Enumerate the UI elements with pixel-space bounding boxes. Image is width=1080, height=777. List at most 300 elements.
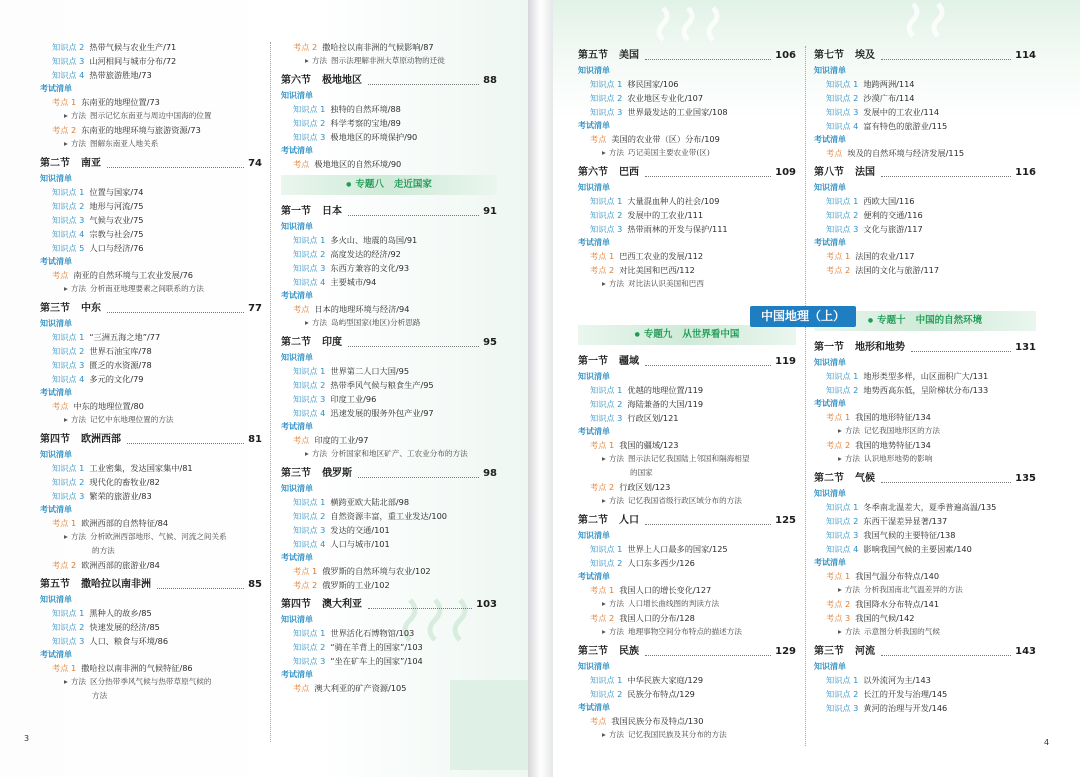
list-heading: 考试清单 — [281, 146, 313, 155]
point-label: 考点 1 — [590, 251, 615, 261]
knowledge-point — [281, 102, 497, 116]
point-label: 考点 — [590, 716, 607, 726]
point-text: 中华民族大家庭/129 — [627, 675, 704, 685]
knowledge-point — [40, 185, 262, 199]
point-label: 知识点 3 — [590, 224, 623, 234]
method-note-continued: 的国家 — [630, 468, 653, 477]
method-note — [40, 413, 262, 427]
knowledge-point — [281, 654, 497, 668]
section-page: 103 — [476, 599, 497, 610]
method-label: 方法 — [844, 627, 860, 636]
left-column-divider — [270, 42, 271, 742]
point-label: 知识点 1 — [293, 104, 326, 114]
section-heading — [578, 164, 796, 181]
section-page: 109 — [775, 167, 796, 178]
point-text: 山河相间与城市分布/72 — [89, 56, 177, 66]
point-label: 知识点 4 — [52, 70, 85, 80]
method-text: 认识地形地势的影响 — [864, 454, 933, 463]
point-label: 知识点 1 — [293, 628, 326, 638]
section-title: 法国 — [855, 167, 875, 178]
point-text: 我国的地势特征/134 — [855, 440, 931, 450]
method-text: 图示记忆东南亚与周边中国海的位置 — [90, 111, 212, 120]
knowledge-point — [814, 105, 1036, 119]
knowledge-point — [814, 369, 1036, 383]
method-note-continued: 方法 — [92, 691, 108, 700]
knowledge-point — [578, 383, 796, 397]
knowledge-point — [814, 542, 1036, 556]
knowledge-point — [40, 227, 262, 241]
left-column-1 — [40, 40, 262, 703]
dot-leader — [368, 84, 479, 85]
point-text: 多火山、地震的岛国/91 — [330, 235, 418, 245]
topic-banner — [578, 325, 796, 345]
arrow-icon: ▸ — [602, 599, 606, 608]
knowledge-point — [281, 509, 497, 523]
point-label: 知识点 1 — [590, 544, 623, 554]
method-note — [281, 54, 497, 68]
method-text: 图示法理解非洲大草原动物的迁徙 — [331, 56, 445, 65]
method-note — [281, 447, 497, 461]
point-text: 我国的气候/142 — [855, 613, 915, 623]
knowledge-point — [578, 556, 796, 570]
point-text: 地形与河流/75 — [89, 201, 144, 211]
point-text: 巴西工农业的发展/112 — [619, 251, 704, 261]
section-number: 第一节 — [578, 356, 608, 367]
arrow-icon: ▸ — [602, 627, 606, 636]
method-text: 巧记美国主要农业带(区) — [628, 148, 710, 157]
section-page: 135 — [1015, 473, 1036, 484]
point-label: 考点 — [826, 148, 843, 158]
point-label: 考点 1 — [826, 412, 851, 422]
knowledge-point — [814, 514, 1036, 528]
point-text: 工业密集，发达国家集中/81 — [89, 463, 193, 473]
list-heading: 知识清单 — [281, 91, 313, 100]
point-text: 富有特色的旅游业/115 — [863, 121, 948, 131]
section-number: 第五节 — [578, 50, 608, 61]
point-text: 民族分布特点/129 — [627, 689, 695, 699]
section-page: 119 — [775, 356, 796, 367]
point-label: 知识点 2 — [293, 642, 326, 652]
arrow-icon: ▸ — [64, 111, 68, 120]
point-text: 便利的交通/116 — [863, 210, 923, 220]
point-label: 考点 2 — [826, 599, 851, 609]
knowledge-point — [814, 528, 1036, 542]
section-heading — [281, 465, 497, 482]
point-text: 埃及的自然环境与经济发展/115 — [847, 148, 965, 158]
book-spine — [528, 0, 553, 777]
knowledge-point — [40, 620, 262, 634]
bullet-icon: ● — [867, 317, 874, 324]
list-heading: 知识清单 — [814, 66, 846, 75]
list-heading: 考试清单 — [578, 427, 610, 436]
knowledge-point — [814, 222, 1036, 236]
point-text: 移民国家/106 — [627, 79, 679, 89]
point-text: 科学考察的宝地/89 — [330, 118, 401, 128]
right-column-divider — [805, 46, 806, 746]
point-label: 考点 2 — [293, 580, 318, 590]
arrow-icon: ▸ — [64, 284, 68, 293]
bullet-icon: ● — [346, 181, 352, 188]
exam-point — [281, 157, 497, 171]
list-heading: 知识清单 — [814, 662, 846, 671]
point-label: 知识点 3 — [52, 491, 85, 501]
point-text: “三洲五海之地”/77 — [89, 332, 161, 342]
dot-leader — [358, 477, 479, 478]
point-text: 影响我国气候的主要因素/140 — [863, 544, 972, 554]
topic-label: 专题九 — [643, 329, 673, 340]
knowledge-point — [281, 233, 497, 247]
method-note — [814, 424, 1036, 438]
point-label: 考点 2 — [826, 265, 851, 275]
point-label: 知识点 4 — [826, 121, 859, 131]
section-title: 气候 — [855, 473, 875, 484]
section-page: 88 — [483, 75, 497, 86]
exam-point — [814, 249, 1036, 263]
point-text: 热带雨林的开发与保护/111 — [627, 224, 728, 234]
point-text: 东西干湿差异显著/137 — [863, 516, 948, 526]
point-text: 俄罗斯的自然环境与农业/102 — [322, 566, 431, 576]
point-text: 横跨亚欧大陆北部/98 — [330, 497, 410, 507]
list-heading: 知识清单 — [578, 662, 610, 671]
section-number: 第二节 — [578, 515, 608, 526]
section-page: 98 — [483, 468, 497, 479]
knowledge-point — [281, 406, 497, 420]
point-text: 东南亚的地理位置/73 — [81, 97, 160, 107]
point-label: 知识点 3 — [52, 215, 85, 225]
point-label: 知识点 2 — [293, 380, 326, 390]
list-heading: 知识清单 — [40, 319, 72, 328]
point-text: 热带季风气候与粮食生产/95 — [330, 380, 434, 390]
point-text: 我国气温分布特点/140 — [855, 571, 940, 581]
knowledge-point — [40, 461, 262, 475]
list-heading: 考试清单 — [578, 238, 610, 247]
section-title: 俄罗斯 — [322, 468, 352, 479]
exam-point — [40, 558, 262, 572]
method-label: 方法 — [608, 454, 624, 463]
dot-leader — [368, 608, 472, 609]
point-label: 考点 2 — [293, 42, 318, 52]
point-label: 知识点 3 — [293, 132, 326, 142]
section-number: 第七节 — [814, 50, 844, 61]
point-text: 繁荣的旅游业/83 — [89, 491, 152, 501]
dot-leader — [348, 215, 479, 216]
point-text: 农业地区专业化/107 — [627, 93, 704, 103]
knowledge-point — [40, 358, 262, 372]
list-heading: 考试清单 — [814, 238, 846, 247]
section-title: 南亚 — [81, 158, 101, 169]
method-note — [281, 316, 497, 330]
point-label: 考点 1 — [590, 585, 615, 595]
knowledge-point — [578, 687, 796, 701]
point-label: 知识点 4 — [293, 277, 326, 287]
point-label: 知识点 1 — [52, 332, 85, 342]
point-text: 世界石油宝库/78 — [89, 346, 152, 356]
list-heading: 考试清单 — [814, 558, 846, 567]
topic-label: 专题十 — [877, 315, 906, 326]
section-heading — [40, 300, 262, 317]
point-text: “骑在羊背上的国家”/103 — [330, 642, 423, 652]
section-number: 第二节 — [814, 473, 844, 484]
section-heading — [578, 512, 796, 529]
method-label: 方法 — [311, 449, 327, 458]
exam-point — [578, 263, 796, 277]
point-label: 考点 2 — [590, 482, 615, 492]
point-label: 考点 1 — [293, 566, 318, 576]
arrow-icon: ▸ — [838, 426, 842, 435]
point-label: 考点 1 — [52, 518, 77, 528]
method-note — [814, 625, 1036, 639]
point-text: 俄罗斯的工业/102 — [322, 580, 390, 590]
point-text: 东南亚的地理环境与旅游资源/73 — [81, 125, 201, 135]
point-text: 法国的农业/117 — [855, 251, 915, 261]
method-text: 记忆我国地形区的方法 — [864, 426, 940, 435]
method-note — [40, 137, 262, 151]
point-text: 地跨两洲/114 — [863, 79, 915, 89]
section-heading — [281, 596, 497, 613]
arrow-icon: ▸ — [64, 139, 68, 148]
point-label: 考点 2 — [52, 560, 77, 570]
method-text: 区分热带季风气候与热带草原气候的 — [90, 677, 212, 686]
section-title: 疆域 — [619, 356, 639, 367]
knowledge-point — [281, 275, 497, 289]
point-label: 考点 1 — [826, 251, 851, 261]
point-text: 人口东多西少/126 — [627, 558, 695, 568]
section-heading — [281, 203, 497, 220]
dot-leader — [157, 588, 244, 589]
point-text: 多元的文化/79 — [89, 374, 144, 384]
exam-point — [281, 302, 497, 316]
knowledge-point — [814, 77, 1036, 91]
point-text: 优越的地理位置/119 — [627, 385, 704, 395]
point-label: 考点 1 — [826, 571, 851, 581]
point-text: 行政区划/121 — [627, 413, 679, 423]
method-label: 方法 — [311, 56, 327, 65]
method-note — [578, 728, 796, 742]
point-label: 知识点 3 — [590, 107, 623, 117]
point-text: 西欧大国/116 — [863, 196, 915, 206]
section-title: 极地地区 — [322, 75, 362, 86]
exam-point — [40, 516, 262, 530]
arrow-icon: ▸ — [64, 415, 68, 424]
list-heading: 知识清单 — [814, 358, 846, 367]
knowledge-point — [814, 383, 1036, 397]
point-label: 知识点 1 — [826, 502, 859, 512]
knowledge-point — [40, 54, 262, 68]
section-number: 第二节 — [40, 158, 70, 169]
list-heading: 知识清单 — [281, 353, 313, 362]
knowledge-point — [281, 640, 497, 654]
point-text: 位置与国家/74 — [89, 187, 144, 197]
section-number: 第六节 — [578, 167, 608, 178]
point-label: 知识点 2 — [590, 399, 623, 409]
knowledge-point — [281, 261, 497, 275]
point-label: 知识点 1 — [52, 187, 85, 197]
knowledge-point — [40, 606, 262, 620]
point-label: 知识点 3 — [826, 703, 859, 713]
exam-point — [578, 611, 796, 625]
method-note — [578, 625, 796, 639]
exam-point — [578, 583, 796, 597]
point-text: 地势西高东低，呈阶梯状分布/133 — [863, 385, 989, 395]
point-label: 知识点 1 — [590, 385, 623, 395]
method-note — [578, 452, 796, 466]
arrow-icon: ▸ — [838, 454, 842, 463]
section-number: 第四节 — [40, 434, 70, 445]
spacer — [814, 277, 1036, 307]
point-text: 世界活化石博物馆/103 — [330, 628, 415, 638]
knowledge-point — [814, 119, 1036, 133]
knowledge-point — [281, 523, 497, 537]
point-label: 考点 — [293, 159, 310, 169]
dot-leader — [881, 59, 1011, 60]
arrow-icon: ▸ — [305, 449, 309, 458]
section-heading — [40, 576, 262, 593]
section-heading — [578, 47, 796, 64]
method-label: 方法 — [844, 585, 860, 594]
list-heading: 考试清单 — [40, 257, 72, 266]
list-heading: 知识清单 — [281, 484, 313, 493]
knowledge-point — [40, 344, 262, 358]
point-text: 快速发展的经济/85 — [89, 622, 160, 632]
section-title: 人口 — [619, 515, 639, 526]
list-heading: 考试清单 — [578, 121, 610, 130]
method-note — [578, 597, 796, 611]
point-text: 发展中的工农业/111 — [627, 210, 704, 220]
point-text: 世界最发达的工业国家/108 — [627, 107, 728, 117]
left-page — [0, 0, 528, 777]
section-title: 日本 — [322, 206, 342, 217]
exam-point — [40, 268, 262, 282]
section-banner: 中国地理（上） — [750, 306, 856, 327]
method-label: 方法 — [844, 426, 860, 435]
method-note — [814, 583, 1036, 597]
exam-point — [281, 564, 497, 578]
point-label: 知识点 2 — [826, 385, 859, 395]
point-text: 人口与城市/101 — [330, 539, 390, 549]
point-text: 撒哈拉以南非洲的气候影响/87 — [322, 42, 434, 52]
point-label: 知识点 1 — [590, 196, 623, 206]
point-text: 黑种人的故乡/85 — [89, 608, 152, 618]
section-page: 85 — [248, 579, 262, 590]
method-text: 记忆中东地理位置的方法 — [90, 415, 174, 424]
section-page: 74 — [248, 158, 262, 169]
point-label: 知识点 3 — [52, 360, 85, 370]
list-heading: 考试清单 — [814, 399, 846, 408]
method-label: 方法 — [608, 148, 624, 157]
section-number: 第一节 — [281, 206, 311, 217]
knowledge-point — [814, 91, 1036, 105]
section-page: 125 — [775, 515, 796, 526]
list-heading: 考试清单 — [281, 291, 313, 300]
method-text: 地理事物空间分布特点的描述方法 — [628, 627, 742, 636]
point-text: 以外流河为主/143 — [863, 675, 931, 685]
arrow-icon: ▸ — [602, 496, 606, 505]
point-label: 知识点 3 — [826, 224, 859, 234]
method-text: 图示法记忆我国陆上邻国和隔海相望 — [628, 454, 750, 463]
point-label: 知识点 1 — [293, 366, 326, 376]
section-heading — [814, 470, 1036, 487]
point-label: 知识点 1 — [826, 675, 859, 685]
method-label: 方法 — [844, 454, 860, 463]
section-heading — [578, 353, 796, 370]
point-text: “坐在矿车上的国家”/104 — [330, 656, 423, 666]
section-heading — [40, 431, 262, 448]
arrow-icon: ▸ — [838, 585, 842, 594]
knowledge-point — [40, 213, 262, 227]
point-text: 我国降水分布特点/141 — [855, 599, 940, 609]
exam-point — [578, 438, 796, 452]
dot-leader — [107, 312, 244, 313]
point-text: 中东的地理位置/80 — [73, 401, 144, 411]
point-label: 知识点 1 — [293, 497, 326, 507]
method-note — [40, 530, 262, 544]
method-text: 示意图分析我国的气候 — [864, 627, 940, 636]
point-label: 知识点 4 — [826, 544, 859, 554]
point-label: 知识点 2 — [52, 42, 85, 52]
method-text: 人口增长曲线图的判读方法 — [628, 599, 720, 608]
point-label: 知识点 1 — [590, 675, 623, 685]
point-label: 知识点 5 — [52, 243, 85, 253]
point-label: 知识点 1 — [826, 79, 859, 89]
knowledge-point — [40, 241, 262, 255]
point-text: 迅速发展的服务外包产业/97 — [330, 408, 434, 418]
section-heading — [40, 155, 262, 172]
point-text: 气候与农业/75 — [89, 215, 144, 225]
method-label: 方法 — [70, 111, 86, 120]
exam-point — [281, 578, 497, 592]
point-text: 匮乏的水资源/78 — [89, 360, 152, 370]
point-label: 知识点 4 — [52, 374, 85, 384]
section-title: 澳大利亚 — [322, 599, 362, 610]
knowledge-point — [578, 208, 796, 222]
arrow-icon: ▸ — [602, 279, 606, 288]
point-text: 欧洲西部的旅游业/84 — [81, 560, 160, 570]
section-title: 欧洲西部 — [81, 434, 121, 445]
arrow-icon: ▸ — [64, 532, 68, 541]
knowledge-point — [40, 489, 262, 503]
point-text: 我国的地形特征/134 — [855, 412, 931, 422]
method-text: 岛屿型国家(地区)分析思路 — [331, 318, 421, 327]
knowledge-point — [814, 208, 1036, 222]
knowledge-point — [578, 105, 796, 119]
dot-leader — [127, 443, 244, 444]
section-heading — [281, 72, 497, 89]
section-number: 第六节 — [281, 75, 311, 86]
dot-leader — [107, 167, 244, 168]
point-text: 冬季南北温差大，夏季普遍高温/135 — [863, 502, 997, 512]
section-page: 116 — [1015, 167, 1036, 178]
section-title: 撒哈拉以南非洲 — [81, 579, 151, 590]
point-label: 知识点 3 — [826, 530, 859, 540]
exam-point — [40, 399, 262, 413]
point-text: 我国人口的分布/128 — [619, 613, 695, 623]
list-heading: 知识清单 — [578, 183, 610, 192]
list-heading: 考试清单 — [578, 572, 610, 581]
dot-leader — [881, 176, 1011, 177]
exam-point — [814, 611, 1036, 625]
dot-leader — [911, 351, 1011, 352]
method-label: 方法 — [70, 532, 86, 541]
point-label: 知识点 1 — [293, 235, 326, 245]
knowledge-point — [40, 372, 262, 386]
section-page: 131 — [1015, 342, 1036, 353]
exam-point — [814, 263, 1036, 277]
arrow-icon: ▸ — [602, 454, 606, 463]
list-heading: 知识清单 — [40, 450, 72, 459]
exam-point — [281, 433, 497, 447]
point-label: 知识点 3 — [52, 636, 85, 646]
exam-point — [578, 249, 796, 263]
